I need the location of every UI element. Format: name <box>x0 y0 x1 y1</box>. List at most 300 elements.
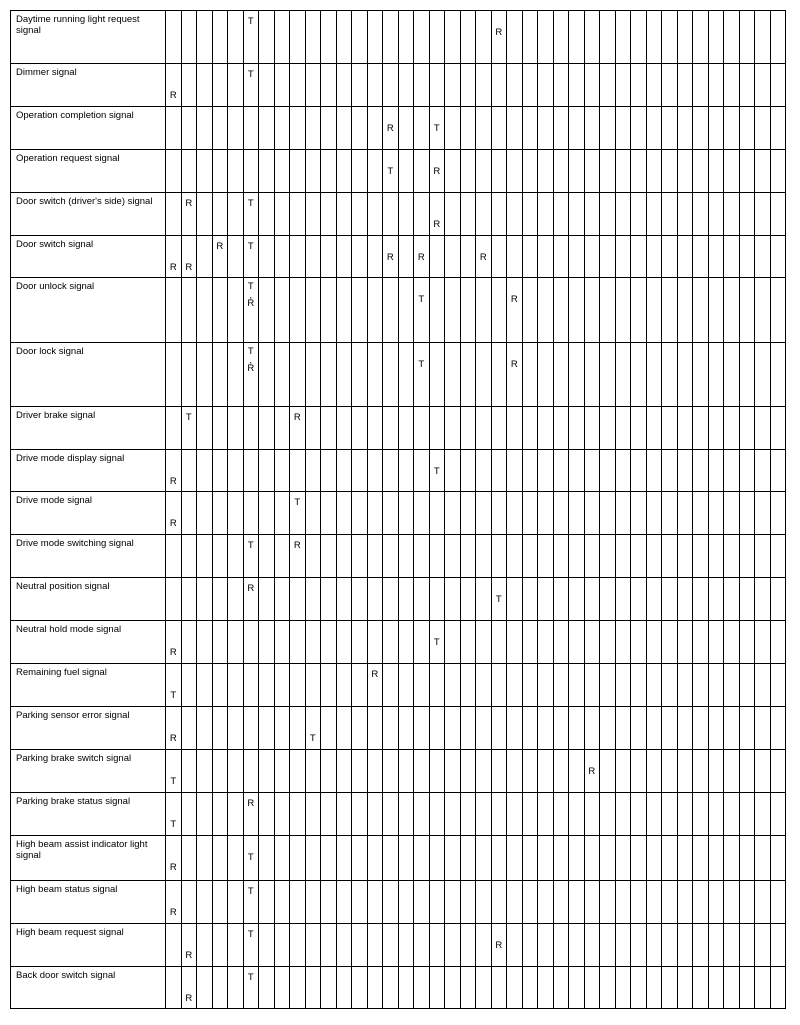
table-row <box>11 450 786 492</box>
matrix-cell <box>259 967 275 1009</box>
matrix-cell <box>553 450 569 492</box>
cell-code: T <box>433 123 440 134</box>
matrix-cell <box>181 236 197 278</box>
matrix-cell <box>166 193 182 236</box>
matrix-cell <box>414 407 430 450</box>
matrix-cell <box>646 492 662 535</box>
matrix-cell <box>724 64 740 107</box>
matrix-cell <box>197 407 213 450</box>
matrix-cell <box>243 750 259 793</box>
cell-code: T <box>247 886 254 897</box>
matrix-cell <box>352 193 368 236</box>
matrix-cell <box>290 492 306 535</box>
matrix-cell <box>615 407 631 450</box>
matrix-cell <box>181 664 197 707</box>
matrix-cell <box>274 750 290 793</box>
matrix-cell <box>460 107 476 150</box>
matrix-cell <box>274 881 290 924</box>
matrix-cell <box>476 450 492 492</box>
table-row <box>11 881 786 924</box>
matrix-cell <box>243 707 259 750</box>
matrix-cell <box>755 881 771 924</box>
cell-code: R <box>169 518 177 529</box>
matrix-cell <box>770 450 786 492</box>
matrix-cell <box>600 621 616 664</box>
matrix-cell <box>600 707 616 750</box>
matrix-cell <box>321 450 337 492</box>
matrix-cell <box>274 150 290 193</box>
matrix-cell <box>677 11 693 64</box>
matrix-cell <box>615 107 631 150</box>
matrix-cell <box>321 793 337 836</box>
matrix-cell <box>708 193 724 236</box>
matrix-cell <box>181 881 197 924</box>
matrix-cell <box>274 535 290 578</box>
matrix-cell <box>739 107 755 150</box>
matrix-cell <box>584 150 600 193</box>
matrix-cell <box>677 578 693 621</box>
matrix-cell <box>445 578 461 621</box>
matrix-cell <box>429 150 445 193</box>
cell-code: R <box>185 950 193 961</box>
matrix-cell <box>367 535 383 578</box>
matrix-cell <box>739 535 755 578</box>
matrix-cell <box>724 450 740 492</box>
matrix-cell <box>429 343 445 407</box>
matrix-cell <box>553 664 569 707</box>
matrix-cell <box>569 664 585 707</box>
matrix-cell <box>569 535 585 578</box>
signal-name: Neutral position signal <box>11 578 166 621</box>
matrix-cell <box>429 750 445 793</box>
matrix-cell <box>321 967 337 1009</box>
matrix-cell <box>352 578 368 621</box>
matrix-cell <box>383 621 399 664</box>
matrix-cell <box>584 924 600 967</box>
matrix-cell <box>228 193 244 236</box>
matrix-cell <box>383 750 399 793</box>
signal-name: Operation request signal <box>11 150 166 193</box>
matrix-cell <box>507 881 523 924</box>
matrix-cell <box>321 750 337 793</box>
matrix-cell <box>615 11 631 64</box>
matrix-cell <box>739 621 755 664</box>
matrix-cell <box>367 664 383 707</box>
matrix-cell <box>181 578 197 621</box>
matrix-cell <box>336 707 352 750</box>
matrix-cell <box>770 278 786 343</box>
matrix-cell <box>460 578 476 621</box>
cell-code: T <box>247 16 254 27</box>
matrix-cell <box>243 450 259 492</box>
matrix-cell <box>290 150 306 193</box>
matrix-cell <box>739 492 755 535</box>
matrix-cell <box>460 750 476 793</box>
matrix-cell <box>522 193 538 236</box>
matrix-cell <box>677 924 693 967</box>
matrix-cell <box>724 107 740 150</box>
matrix-cell <box>693 107 709 150</box>
matrix-cell <box>398 793 414 836</box>
matrix-cell <box>367 793 383 836</box>
matrix-cell <box>677 343 693 407</box>
matrix-cell <box>693 621 709 664</box>
matrix-cell <box>321 535 337 578</box>
matrix-cell <box>615 193 631 236</box>
matrix-cell <box>631 924 647 967</box>
matrix-cell <box>662 11 678 64</box>
matrix-cell <box>414 11 430 64</box>
matrix-cell <box>212 836 228 881</box>
matrix-cell <box>398 343 414 407</box>
matrix-cell <box>584 450 600 492</box>
matrix-cell <box>259 193 275 236</box>
matrix-cell <box>631 278 647 343</box>
matrix-cell <box>646 750 662 793</box>
cell-separator: , <box>249 290 252 300</box>
matrix-cell <box>305 881 321 924</box>
matrix-cell <box>584 236 600 278</box>
matrix-cell <box>770 881 786 924</box>
matrix-cell <box>181 836 197 881</box>
matrix-cell <box>398 535 414 578</box>
matrix-cell <box>460 64 476 107</box>
signal-name: Drive mode switching signal <box>11 535 166 578</box>
matrix-cell <box>321 64 337 107</box>
matrix-cell <box>429 707 445 750</box>
signal-name: Parking sensor error signal <box>11 707 166 750</box>
matrix-cell <box>755 793 771 836</box>
matrix-cell <box>538 150 554 193</box>
matrix-cell <box>274 11 290 64</box>
matrix-cell <box>228 150 244 193</box>
matrix-cell <box>600 11 616 64</box>
matrix-cell <box>724 664 740 707</box>
matrix-cell <box>352 343 368 407</box>
matrix-cell <box>584 578 600 621</box>
matrix-cell <box>569 967 585 1009</box>
matrix-cell <box>197 492 213 535</box>
matrix-cell <box>522 150 538 193</box>
matrix-cell <box>212 578 228 621</box>
matrix-cell <box>398 278 414 343</box>
matrix-cell <box>383 881 399 924</box>
matrix-cell <box>383 107 399 150</box>
matrix-cell <box>724 793 740 836</box>
matrix-cell <box>631 236 647 278</box>
matrix-cell <box>693 750 709 793</box>
matrix-cell <box>383 924 399 967</box>
matrix-cell <box>367 193 383 236</box>
matrix-cell <box>321 621 337 664</box>
matrix-cell <box>739 924 755 967</box>
matrix-cell <box>181 11 197 64</box>
matrix-cell <box>290 407 306 450</box>
matrix-cell <box>429 967 445 1009</box>
matrix-cell <box>414 278 430 343</box>
matrix-cell <box>212 621 228 664</box>
matrix-cell <box>290 967 306 1009</box>
matrix-cell <box>538 64 554 107</box>
matrix-cell <box>445 924 461 967</box>
matrix-cell <box>197 11 213 64</box>
matrix-cell <box>181 150 197 193</box>
matrix-cell <box>290 621 306 664</box>
matrix-cell <box>631 492 647 535</box>
matrix-cell <box>693 793 709 836</box>
matrix-cell <box>445 407 461 450</box>
matrix-cell <box>569 236 585 278</box>
matrix-cell <box>243 793 259 836</box>
matrix-cell <box>398 64 414 107</box>
matrix-cell <box>321 343 337 407</box>
matrix-cell <box>212 967 228 1009</box>
matrix-cell <box>259 535 275 578</box>
matrix-cell <box>755 150 771 193</box>
matrix-cell <box>429 492 445 535</box>
matrix-cell <box>445 64 461 107</box>
matrix-cell <box>243 107 259 150</box>
matrix-cell <box>274 64 290 107</box>
matrix-cell <box>228 11 244 64</box>
matrix-cell <box>569 707 585 750</box>
matrix-cell <box>166 750 182 793</box>
matrix-cell <box>693 11 709 64</box>
matrix-cell <box>755 193 771 236</box>
cell-code: R <box>433 219 441 230</box>
matrix-cell <box>739 967 755 1009</box>
matrix-cell <box>600 578 616 621</box>
table-row <box>11 193 786 236</box>
matrix-cell <box>662 881 678 924</box>
matrix-cell <box>615 236 631 278</box>
cell-code: R <box>417 252 425 263</box>
matrix-cell <box>228 621 244 664</box>
matrix-cell <box>708 343 724 407</box>
matrix-cell <box>460 707 476 750</box>
matrix-cell <box>755 836 771 881</box>
matrix-cell <box>305 836 321 881</box>
matrix-cell <box>569 193 585 236</box>
matrix-cell <box>367 707 383 750</box>
matrix-cell <box>398 621 414 664</box>
matrix-cell <box>491 64 507 107</box>
matrix-cell <box>677 236 693 278</box>
table-row <box>11 707 786 750</box>
matrix-cell <box>166 150 182 193</box>
matrix-cell <box>166 11 182 64</box>
matrix-cell <box>646 881 662 924</box>
signal-name: Drive mode display signal <box>11 450 166 492</box>
matrix-cell <box>290 924 306 967</box>
matrix-cell <box>445 535 461 578</box>
matrix-cell <box>522 407 538 450</box>
matrix-cell <box>367 236 383 278</box>
matrix-cell <box>321 407 337 450</box>
matrix-cell <box>290 750 306 793</box>
matrix-cell <box>243 578 259 621</box>
matrix-cell <box>739 278 755 343</box>
matrix-cell <box>615 450 631 492</box>
matrix-cell <box>274 193 290 236</box>
table-row <box>11 64 786 107</box>
matrix-cell <box>646 664 662 707</box>
matrix-cell <box>538 492 554 535</box>
matrix-cell <box>569 407 585 450</box>
matrix-cell <box>414 924 430 967</box>
matrix-cell <box>507 278 523 343</box>
matrix-cell <box>538 236 554 278</box>
matrix-cell <box>166 924 182 967</box>
matrix-cell <box>429 924 445 967</box>
matrix-cell <box>755 492 771 535</box>
matrix-cell <box>662 707 678 750</box>
matrix-cell <box>414 193 430 236</box>
matrix-cell <box>584 343 600 407</box>
cell-code: R <box>293 540 301 551</box>
matrix-cell <box>321 150 337 193</box>
matrix-cell <box>445 621 461 664</box>
matrix-cell <box>445 492 461 535</box>
matrix-cell <box>522 881 538 924</box>
matrix-cell <box>600 967 616 1009</box>
matrix-cell <box>693 150 709 193</box>
matrix-cell <box>491 621 507 664</box>
matrix-cell <box>584 707 600 750</box>
matrix-cell <box>181 407 197 450</box>
matrix-cell <box>259 107 275 150</box>
cell-code: R <box>293 412 301 423</box>
matrix-cell <box>538 407 554 450</box>
matrix-cell <box>739 450 755 492</box>
matrix-cell <box>677 535 693 578</box>
cell-code: T <box>247 346 254 357</box>
matrix-cell <box>693 881 709 924</box>
matrix-cell <box>460 621 476 664</box>
matrix-cell <box>770 150 786 193</box>
matrix-cell <box>615 535 631 578</box>
matrix-cell <box>770 107 786 150</box>
matrix-cell <box>352 664 368 707</box>
matrix-cell <box>445 450 461 492</box>
matrix-cell <box>507 621 523 664</box>
matrix-cell <box>693 193 709 236</box>
matrix-cell <box>336 578 352 621</box>
matrix-cell <box>631 450 647 492</box>
matrix-cell <box>553 881 569 924</box>
cell-code: T <box>170 819 177 830</box>
matrix-cell <box>739 707 755 750</box>
matrix-cell <box>615 750 631 793</box>
matrix-cell <box>243 967 259 1009</box>
matrix-cell <box>367 967 383 1009</box>
matrix-cell <box>724 924 740 967</box>
matrix-cell <box>677 64 693 107</box>
matrix-cell <box>677 707 693 750</box>
cell-code: R <box>247 583 255 594</box>
matrix-cell <box>755 924 771 967</box>
matrix-cell <box>631 707 647 750</box>
matrix-cell <box>507 924 523 967</box>
matrix-cell <box>755 236 771 278</box>
matrix-cell <box>367 407 383 450</box>
cell-code: R <box>247 298 255 309</box>
matrix-cell <box>274 707 290 750</box>
matrix-cell <box>212 750 228 793</box>
matrix-cell <box>569 11 585 64</box>
matrix-cell <box>553 11 569 64</box>
table-row <box>11 107 786 150</box>
matrix-cell <box>553 492 569 535</box>
matrix-cell <box>584 793 600 836</box>
matrix-cell <box>367 836 383 881</box>
matrix-cell <box>553 967 569 1009</box>
matrix-cell <box>228 836 244 881</box>
table-row <box>11 836 786 881</box>
matrix-cell <box>414 707 430 750</box>
matrix-cell <box>646 450 662 492</box>
matrix-cell <box>259 881 275 924</box>
matrix-cell <box>724 750 740 793</box>
matrix-cell <box>212 236 228 278</box>
matrix-cell <box>491 492 507 535</box>
matrix-cell <box>336 236 352 278</box>
matrix-cell <box>243 924 259 967</box>
matrix-cell <box>646 793 662 836</box>
matrix-cell <box>724 967 740 1009</box>
matrix-cell <box>538 11 554 64</box>
matrix-cell <box>336 621 352 664</box>
matrix-cell <box>755 707 771 750</box>
table-row <box>11 621 786 664</box>
matrix-cell <box>770 924 786 967</box>
matrix-cell <box>507 967 523 1009</box>
matrix-cell <box>228 492 244 535</box>
matrix-cell <box>677 881 693 924</box>
matrix-cell <box>491 450 507 492</box>
matrix-cell <box>321 492 337 535</box>
matrix-cell <box>677 621 693 664</box>
matrix-cell <box>600 150 616 193</box>
signal-name: Parking brake status signal <box>11 793 166 836</box>
matrix-cell <box>228 278 244 343</box>
table-row <box>11 278 786 343</box>
matrix-cell <box>615 664 631 707</box>
matrix-cell <box>228 407 244 450</box>
matrix-cell <box>166 343 182 407</box>
matrix-cell <box>553 621 569 664</box>
matrix-cell <box>646 924 662 967</box>
matrix-cell <box>197 707 213 750</box>
matrix-cell <box>243 836 259 881</box>
matrix-cell <box>569 924 585 967</box>
matrix-cell <box>770 621 786 664</box>
cell-code: T <box>247 540 254 551</box>
matrix-cell <box>522 707 538 750</box>
matrix-cell <box>212 535 228 578</box>
matrix-cell <box>476 621 492 664</box>
matrix-cell <box>708 492 724 535</box>
matrix-cell <box>367 450 383 492</box>
matrix-cell <box>507 578 523 621</box>
matrix-cell <box>755 64 771 107</box>
matrix-cell <box>693 664 709 707</box>
matrix-cell <box>538 278 554 343</box>
matrix-cell <box>724 150 740 193</box>
matrix-cell <box>445 107 461 150</box>
matrix-cell <box>491 924 507 967</box>
matrix-cell <box>600 836 616 881</box>
